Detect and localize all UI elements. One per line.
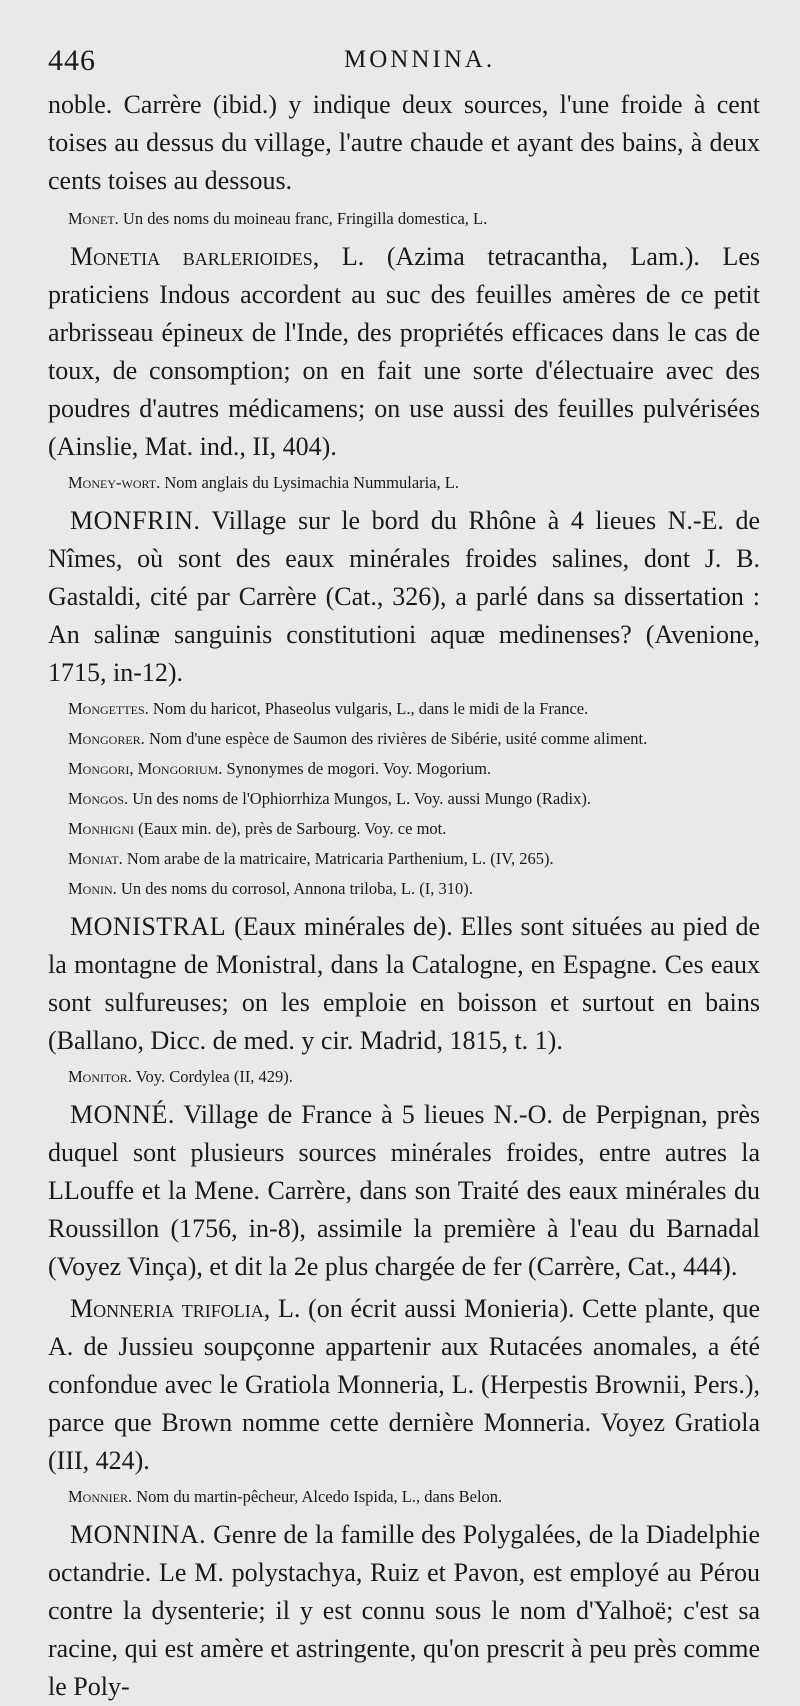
entry-monetia: Monetia barlerioides, L. (Azima tetracantha, Lam.). Les praticiens Indous accordent au suc des feuilles amères de ce petit arbrisseau épineux de l'Inde, des propriétés efficaces dans le cas de toux, de consomption; on en fait une sorte d'électuaire avec des poudres d'autres médicamens; on use aussi des feuilles pulvérisées (Ainslie, Mat. ind., II, 404). [48,242,761,461]
entry-monneria: Monneria trifolia, L. (on écrit aussi Monieria). Cette plante, que A. de Jussieu soupçonne appartenir aux Rutacées anomales, a été confondue avec le Gratiola Monneria, L. (Herpestis Brownii, Pers.), parce que Brown nomme cette dernière Monneria. Voyez Gratiola (III, 424). [48,1294,761,1475]
entry-moniat: Moniat. Nom arabe de la matricaire, Matricaria Parthenium, L. (IV, 265). [68,849,554,868]
entry-money-wort: Money-wort. Nom anglais du Lysimachia Nummularia, L. [68,473,460,492]
entry-monitor: Monitor. Voy. Cordylea (II, 429). [68,1067,293,1086]
page-number: 446 [48,44,96,77]
running-title: MONNINA. [344,46,496,73]
entry-monhigni: Monhigni (Eaux min. de), près de Sarbourg. Voy. ce mot. [68,819,447,838]
entry-monnina: MONNINA. Genre de la famille des Polygalées, de la Diadelphie octandrie. Le M. polystachya, Ruiz et Pavon, est employé au Pérou contre la dysenterie; il y est connu sous le nom d'Yalhoë; c'est sa racine, qui est amère et astringente, qu'on prescrit à peu près comme le Poly- [48,1520,760,1701]
entry-mongos: Mongos. Un des noms de l'Ophiorrhiza Mungos, L. Voy. aussi Mungo (Radix). [68,789,591,808]
entry-mongori: Mongori, Mongorium. Synonymes de mogori. Voy. Mogorium. [68,759,492,778]
entry-monfrin: MONFRIN. Village sur le bord du Rhône à 4 lieues N.-E. de Nîmes, où sont des eaux minérales froides salines, dont J. B. Gastaldi, cité par Carrère (Cat., 326), a parlé dans sa dissertation : An salinæ sanguinis constitutioni aquæ medinenses? (Avenione, 1715, in-12). [48,506,760,687]
entry-monistral: MONISTRAL (Eaux minérales de). Elles sont situées au pied de la montagne de Monistral, dans la Catalogne, en Espagne. Ces eaux sont sulfureuses; on les emploie en boisson et surtout en bains (Ballano, Dicc. de med. y cir. Madrid, 1815, t. 1). [48,912,760,1055]
entry-monnier: Monnier. Nom du martin-pêcheur, Alcedo Ispida, L., dans Belon. [68,1487,503,1506]
entry-monne: MONNÉ. Village de France à 5 lieues N.-O. de Perpignan, près duquel sont plusieurs sources minérales froides, entre autres la LLouffe et la Mene. Carrère, dans son Traité des eaux minérales du Roussillon (1756, in-8), assimile la première à l'eau du Barnadal (Voyez Vinça), et dit la 2e plus chargée de fer (Carrère, Cat., 444). [48,1100,761,1281]
entry-mongettes: Mongettes. Nom du haricot, Phaseolus vulgaris, L., dans le midi de la France. [68,699,589,718]
entry-mongorer: Mongorer. Nom d'une espèce de Saumon des rivières de Sibérie, usité comme aliment. [68,729,648,748]
entry-monet: Monet. Un des noms du moineau franc, Fringilla domestica, L. [68,209,488,228]
page-header [48,40,760,86]
entry-monin: Monin. Un des noms du corrosol, Annona triloba, L. (I, 310). [68,879,473,898]
entry-continuation: noble. Carrère (ibid.) y indique deux sources, l'une froide à cent toises au dessus du village, l'autre chaude et ayant des bains, à deux cents toises au dessous. [48,90,760,195]
